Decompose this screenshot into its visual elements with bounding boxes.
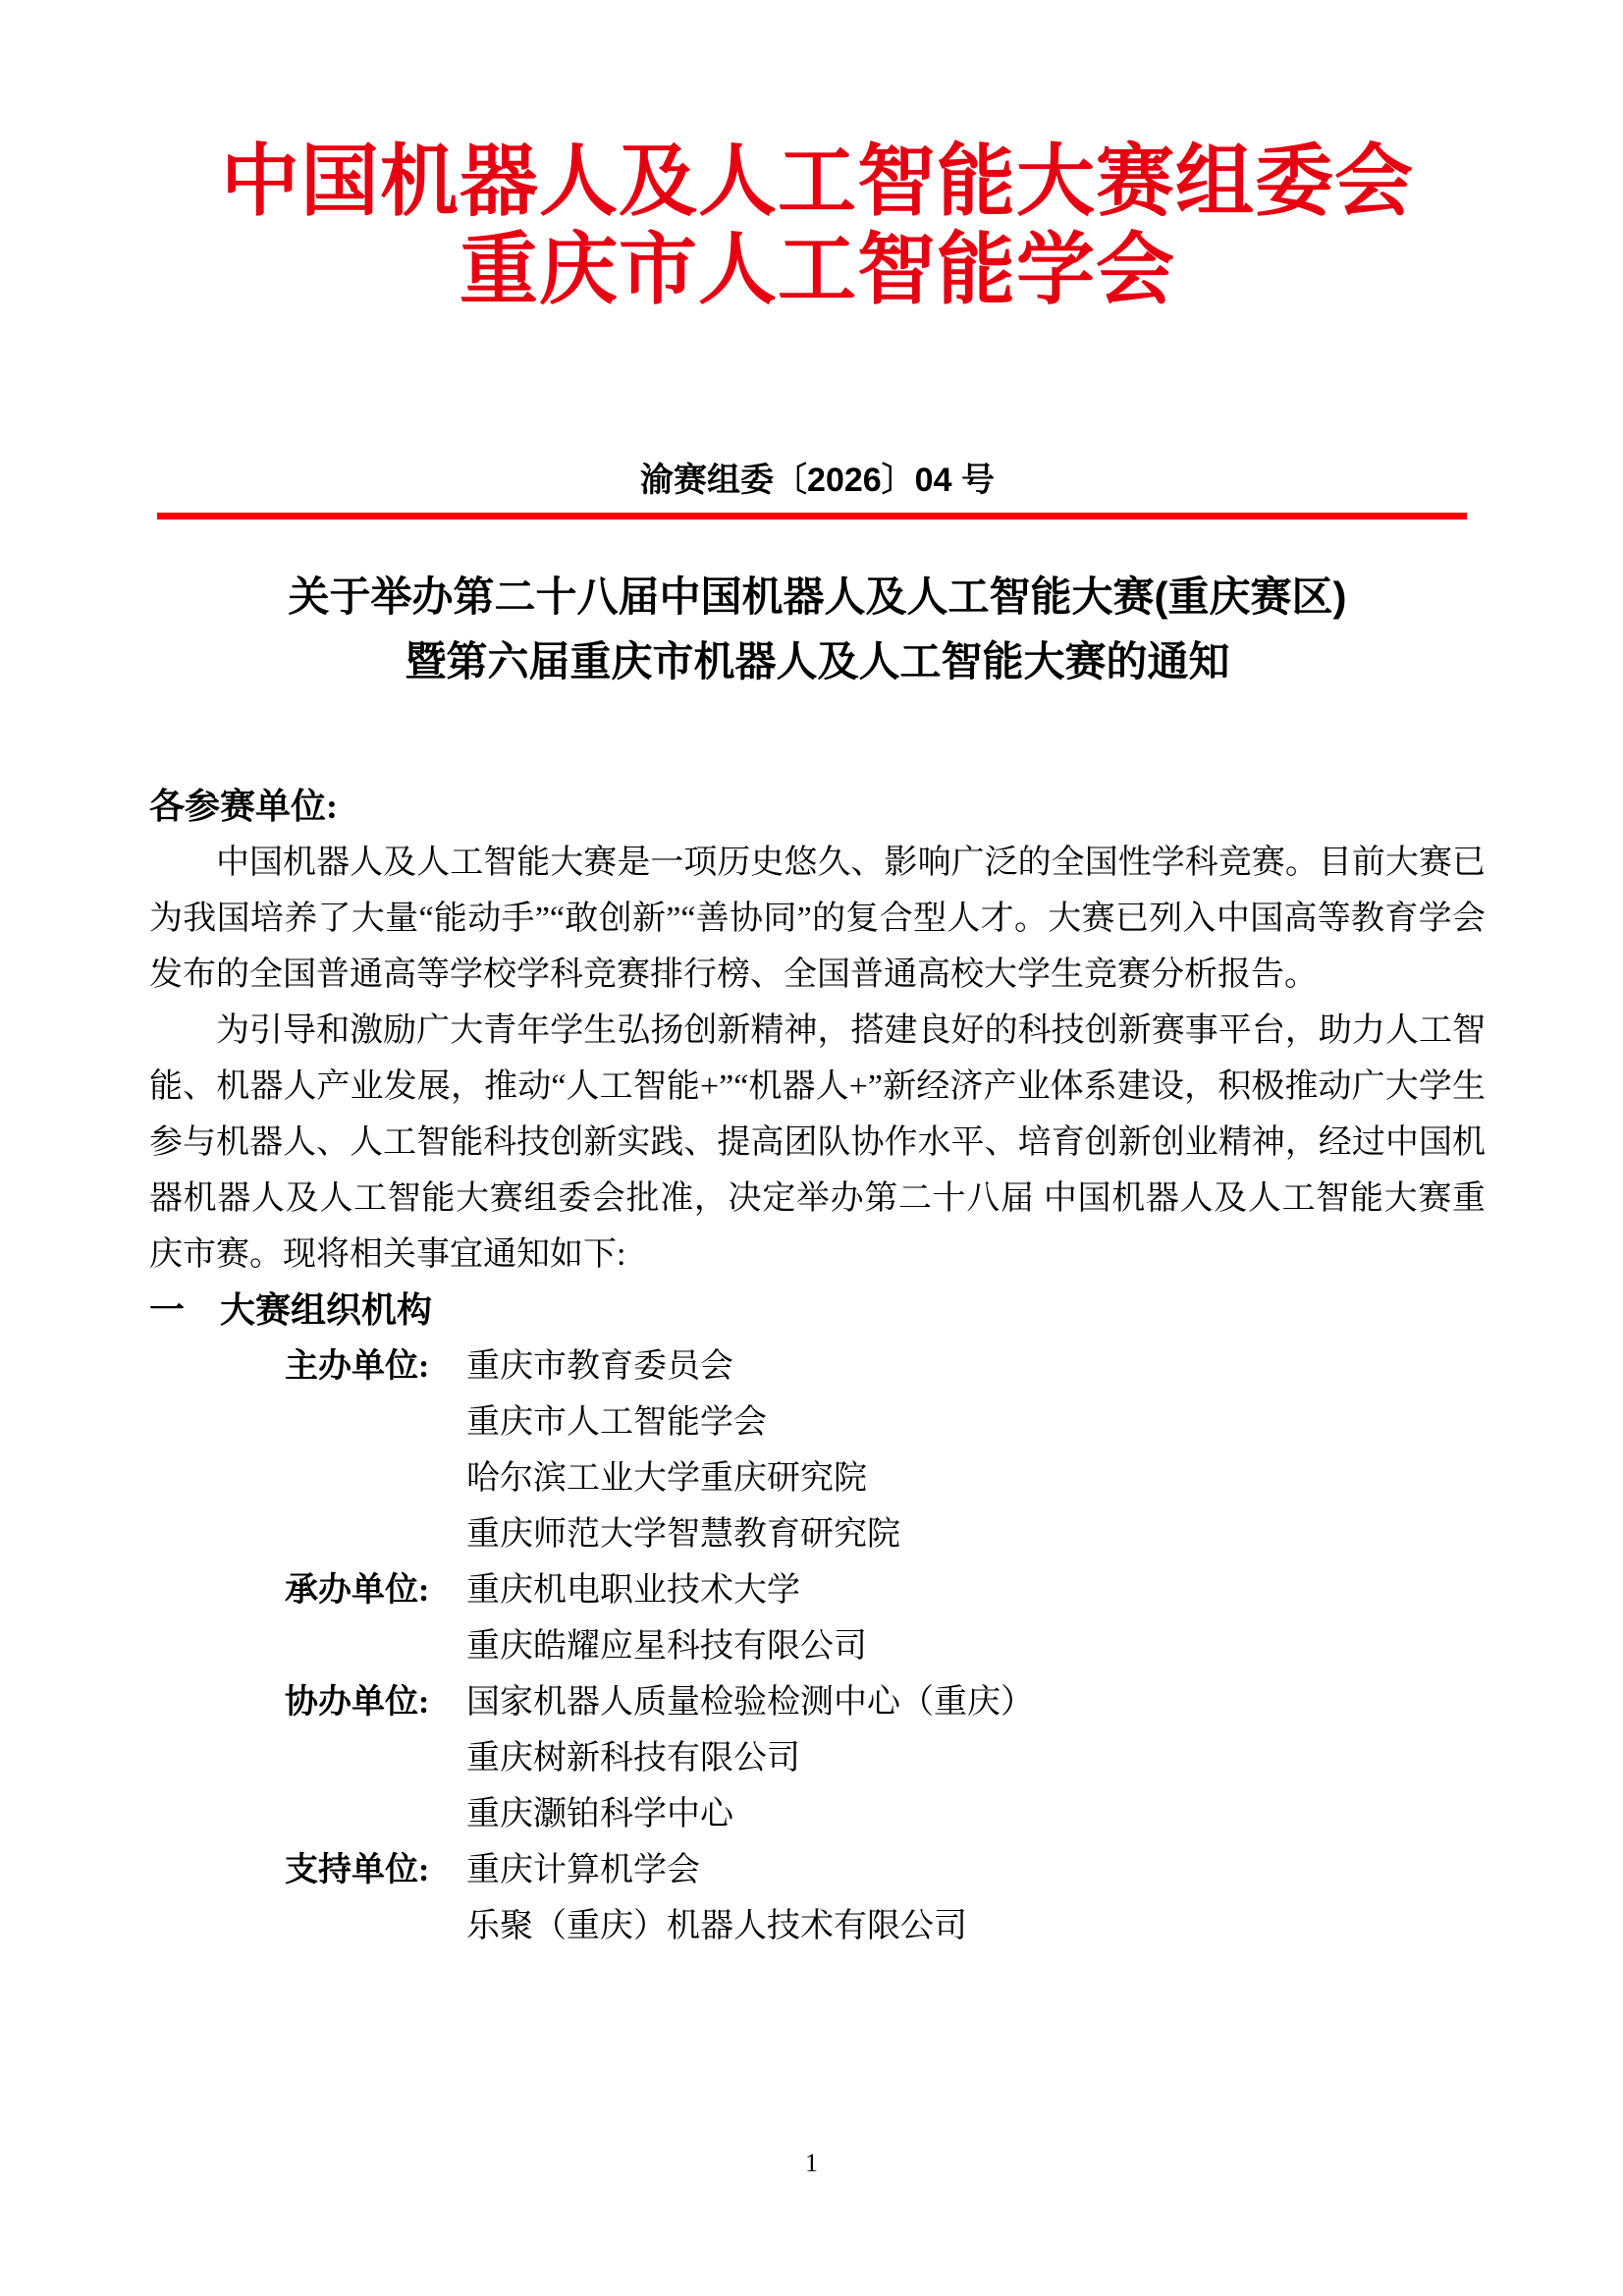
body-paragraph-2: 为引导和激励广大青年学生弘扬创新精神，搭建良好的科技创新赛事平台，助力人工智能、机器人产业发展，推动“人工智能+”“机器人+”新经济产业体系建设，积极推动广大学生参与机器人、人工智能科技创新实践、提高团队协作水平、培育创新创业精神，经过中国机器机器人及人工智能大赛组委会批准，决定举办第二十八届 中国机器人及人工智能大赛重庆市赛。现将相关事宜通知如下: <box>149 1012 1486 1273</box>
org-name: 哈尔滨工业大学重庆研究院 <box>466 1460 867 1497</box>
organizer-row <box>149 1562 1486 1618</box>
org-name: 国家机器人质量检验检测中心（重庆） <box>466 1684 1034 1721</box>
role-label-undertaker: 承办单位: <box>285 1572 430 1609</box>
organizer-list <box>149 1339 1486 1954</box>
org-name: 乐聚（重庆）机器人技术有限公司 <box>466 1908 967 1944</box>
organizer-row <box>149 1506 1486 1562</box>
letterhead-org-line1: 中国机器人及人工智能大赛组委会 <box>221 137 1414 225</box>
org-name: 重庆市人工智能学会 <box>466 1404 767 1441</box>
organizer-row <box>149 1394 1486 1450</box>
role-label-supporter: 支持单位: <box>285 1852 430 1888</box>
notice-title-line2: 暨第六届重庆市机器人及人工智能大赛的通知 <box>405 638 1230 684</box>
org-name: 重庆皓耀应星科技有限公司 <box>466 1628 867 1665</box>
organizer-row <box>149 1618 1486 1674</box>
organizer-row <box>149 1339 1486 1394</box>
role-label-co-organizer: 协办单位: <box>285 1684 430 1721</box>
notice-title-line1: 关于举办第二十八届中国机器人及人工智能大赛(重庆赛区) <box>288 574 1347 620</box>
org-name: 重庆灏铂科学中心 <box>466 1796 733 1832</box>
salutation: 各参赛单位: <box>149 787 338 826</box>
body-paragraph-1: 中国机器人及人工智能大赛是一项历史悠久、影响广泛的全国性学科竞赛。目前大赛已为我国培养了大量“能动手”“敢创新”“善协同”的复合型人才。大赛已列入中国高等教育学会发布的全国普通高等学校学科竞赛排行榜、全国普通高校大学生竞赛分析报告。 <box>149 845 1486 993</box>
page-number: 1 <box>805 2149 818 2177</box>
org-name: 重庆师范大学智慧教育研究院 <box>466 1516 900 1553</box>
organizer-row <box>149 1730 1486 1786</box>
organizer-row <box>149 1674 1486 1730</box>
section1-heading: 一 大赛组织机构 <box>149 1290 433 1330</box>
notice-body <box>149 779 1486 1954</box>
organizer-row <box>149 1786 1486 1842</box>
role-label-host: 主办单位: <box>285 1348 430 1385</box>
letterhead <box>149 137 1486 519</box>
organizer-row <box>149 1842 1486 1898</box>
letterhead-divider-rule <box>157 513 1467 519</box>
org-name: 重庆树新科技有限公司 <box>466 1740 800 1777</box>
letterhead-org-line2: 重庆市人工智能学会 <box>460 226 1175 313</box>
document-number: 渝赛组委〔2026〕04 号 <box>640 462 995 499</box>
organizer-row <box>149 1450 1486 1506</box>
org-name: 重庆计算机学会 <box>466 1852 700 1888</box>
organizer-row <box>149 1898 1486 1954</box>
notice-title <box>149 565 1486 694</box>
org-name: 重庆机电职业技术大学 <box>466 1572 800 1609</box>
org-name: 重庆市教育委员会 <box>466 1348 733 1385</box>
